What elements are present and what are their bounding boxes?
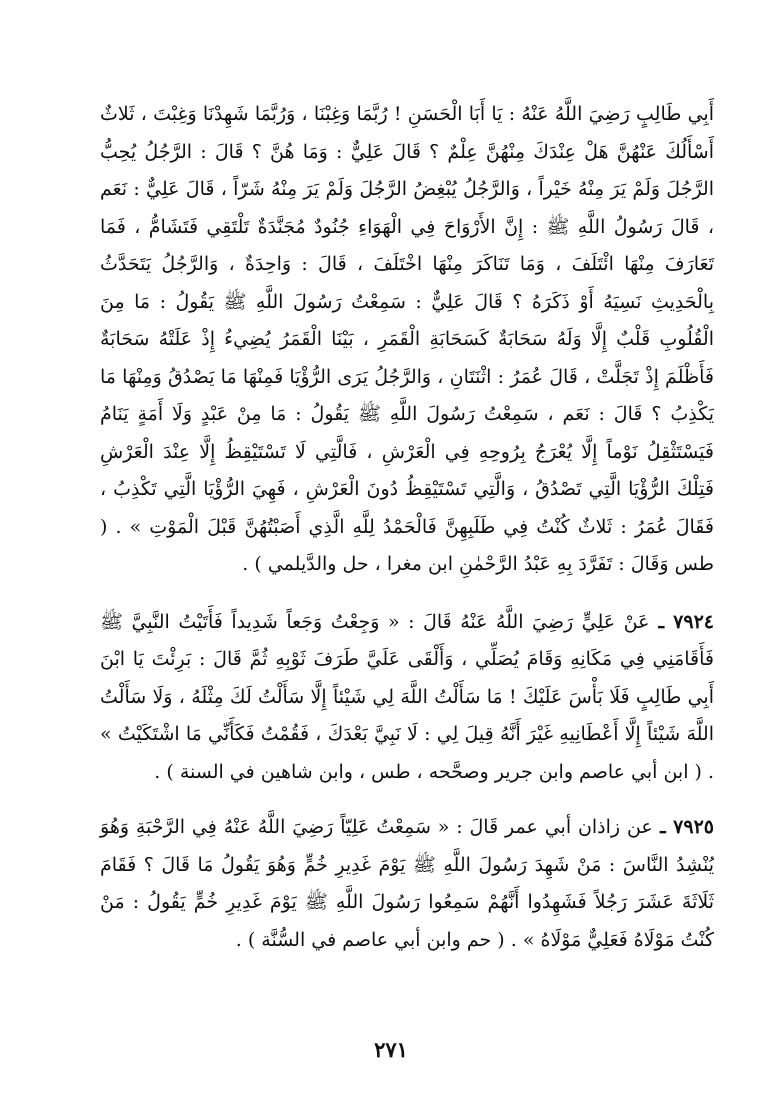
hadith-number: ٧٩٢٥ ـ xyxy=(652,816,714,838)
page-number: ٢٧١ xyxy=(374,1037,408,1062)
hadith-7925 xyxy=(100,809,714,959)
page-body xyxy=(100,96,714,959)
hadith-number: ٧٩٢٤ ـ xyxy=(649,610,714,633)
hadith-continuation xyxy=(100,96,714,584)
paragraph-text: عَنْ عَلِيٍّ رَضِيَ اللَّهُ عَنْهُ قَالَ : « وَجِعْتُ وَجَعاً شَدِيداً فَأَتَيْتُ النَّبِيَّ ﷺ فَأَقَامَنِي فِي مَكَانِهِ وَقَامَ يُصَلِّي ، وَأَلْقَى عَلَيَّ طَرَفَ ثَوْبِهِ ثُمَّ قَالَ : بَرِئْتَ يَا ابْنَ أَبِي طَالِبٍ فَلَا بَأْسَ عَلَيْكَ ! مَا سَأَلْتُ اللَّهَ لِي شَيْئاً إِلَّا سَأَلْتُ لَكَ مِثْلَهُ ، وَلَا سَأَلْتُ اللَّهَ شَيْئاً إِلَّا أَعْطَانِيهِ غَيْرَ أَنَّهُ قِيلَ لِي : لَا نَبِيَّ بَعْدَكَ ، فَقُمْتُ فَكَأَنِّي مَا اشْتَكَيْتُ » . ( ابن أبي عاصم وابن جرير وصحَّحه ، طس ، وابن شاهين في السنة ) . xyxy=(100,610,714,783)
paragraph-text: عن زاذان أبي عمر قَالَ : « سَمِعْتُ عَلِيّاً رَضِيَ اللَّهُ عَنْهُ فِي الرَّحْبَةِ وَهُوَ يُنْشِدُ النَّاسَ : مَنْ شَهِدَ رَسُولَ اللَّهِ ﷺ يَوْمَ غَدِيرِ خُمٍّ وَهُوَ يَقُولُ مَا قَالَ ؟ فَقَامَ ثَلَاثَةَ عَشَرَ رَجُلاً فَشَهِدُوا أَنَّهُمْ سَمِعُوا رَسُولَ اللَّهِ ﷺ يَوْمَ غَدِيرِ خُمٍّ يَقُولُ : مَنْ كُنْتُ مَوْلَاهُ فَعَلِيٌّ مَوْلَاهُ » . ( حم وابن أبي عاصم في السُّنَّة ) . xyxy=(100,816,714,951)
paragraph-text: أَبِي طَالِبٍ رَضِيَ اللَّهُ عَنْهُ : يَا أَبَا الْحَسَنِ ! رُبَّمَا وَغِبْنَا ، وَرُبَّمَا شَهِدْنَا وَغِبْتَ ، ثَلاثٌ أَسْأَلُكَ عَنْهُنَّ هَلْ عِنْدَكَ مِنْهُنَّ عِلْمٌ ؟ قَالَ عَلِيٌّ : وَمَا هُنَّ ؟ قَالَ : الرَّجُلُ يُحِبُّ الرَّجُلَ وَلَمْ يَرَ مِنْهُ خَيْراً ، وَالرَّجُلُ يُبْغِضُ الرَّجُلَ وَلَمْ يَرَ مِنْهُ شَرّاً ، قَالَ عَلِيٌّ : نَعَم ، قَالَ رَسُولُ اللَّهِ ﷺ : إِنَّ الأَرْوَاحَ فِي الْهَوَاءِ جُنُودٌ مُجَنَّدَةٌ تَلْتَقِي فَتَشَامُّ ، فَمَا تَعَارَفَ مِنْهَا ائْتَلَفَ ، وَمَا تَنَاكَرَ مِنْهَا اخْتَلَفَ ، قَالَ : وَاحِدَةٌ ، وَالرَّجُلُ يَتَحَدَّثُ بِالْحَدِيثِ نَسِيَهُ أَوْ ذَكَرَهُ ؟ قَالَ عَلِيٌّ : سَمِعْتُ رَسُولَ اللَّهِ ﷺ يَقُولُ : مَا مِنَ الْقُلُوبِ قَلْبٌ إِلَّا وَلَهُ سَحَابَةٌ كَسَحَابَةِ الْقَمَرِ ، بَيْنَا الْقَمَرُ يُضِيءُ إِذْ عَلَتْهُ سَحَابَةٌ فَأَظْلَمَ إِذْ تَجَلَّتْ ، قَالَ عُمَرُ : اثْنَتَانِ ، وَالرَّجُلُ يَرَى الرُّؤْيَا فَمِنْهَا مَا يَصْدُقُ وَمِنْهَا مَا يَكْذِبُ ؟ قَالَ : نَعَم ، سَمِعْتُ رَسُولَ اللَّهِ ﷺ يَقُولُ : مَا مِنْ عَبْدٍ وَلَا أَمَةٍ يَنَامُ فَيَسْتَثْقِلُ نَوْماً إِلَّا يُعْرَجُ بِرُوحِهِ فِي الْعَرْشِ ، فَالَّتِي لَا تَسْتَيْقِظُ إِلَّا عِنْدَ الْعَرْشِ فَتِلْكَ الرُّؤْيَا الَّتِي تَصْدُقُ ، وَالَّتِي تَسْتَيْقِظُ دُونَ الْعَرْشِ ، فَهِيَ الرُّؤْيَا الَّتِي تَكْذِبُ ، فَقَالَ عُمَرُ : ثَلاثٌ كُنْتُ فِي طَلَبِهِنَّ فَالْحَمْدُ لِلَّهِ الَّذِي أَصَبْتُهُنَّ قَبْلَ الْمَوْتِ » . ( طس وَقَالَ : تَفَرَّدَ بِهِ عَبْدُ الرَّحْمٰنِ ابن مغرا ، حل والدَّيلمي ) . xyxy=(100,103,714,575)
hadith-7924 xyxy=(100,604,714,792)
